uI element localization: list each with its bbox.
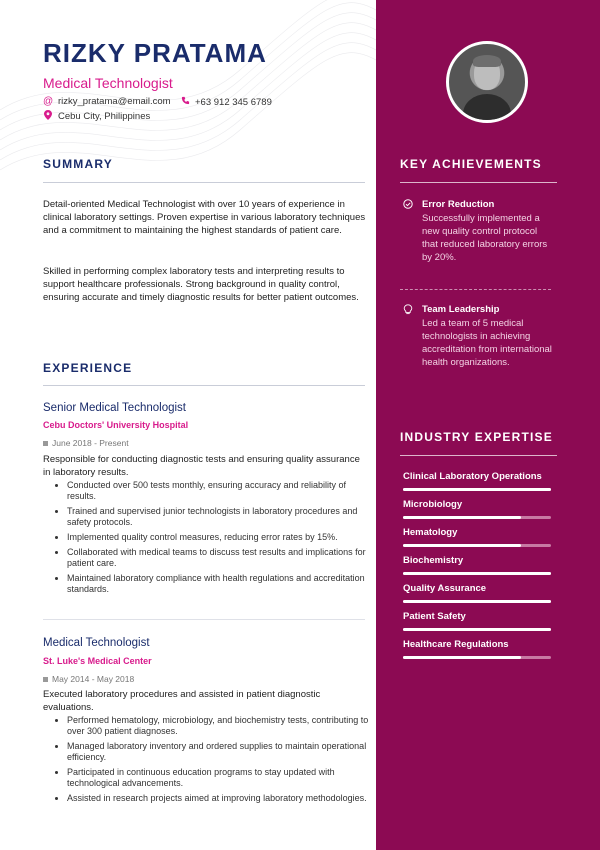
skill-track — [403, 656, 551, 659]
skill-fill — [403, 572, 551, 575]
list-item: Managed laboratory inventory and ordered supplies to maintain operational efficiency. — [55, 741, 370, 763]
achievement-separator — [400, 289, 551, 290]
skill-item — [403, 639, 553, 659]
at-icon: @ — [43, 96, 54, 107]
profile-photo — [446, 41, 528, 123]
expertise-divider — [400, 455, 557, 456]
skill-track — [403, 516, 551, 519]
achievement-text: Led a team of 5 medical technologists in achieving accreditation from international health organizations. — [422, 318, 552, 368]
job-company: Cebu Doctors' University Hospital — [43, 420, 189, 430]
calendar-icon — [43, 677, 48, 682]
job-title: Medical Technologist — [43, 637, 150, 649]
email-contact — [43, 96, 171, 107]
job-bullets — [55, 715, 370, 808]
skill-item — [403, 499, 553, 519]
summary-paragraph-2: Skilled in performing complex laboratory tests and interpreting results to support healthcare professionals. Strong background in quality control, ensuring accurate and timely diagnostic results for better patient outcomes. — [43, 266, 359, 303]
skill-item — [403, 555, 553, 575]
lightbulb-icon — [403, 304, 413, 314]
skill-label: Quality Assurance — [403, 583, 487, 594]
list-item: Conducted over 500 tests monthly, ensuring accuracy and reliability of results. — [55, 480, 370, 502]
calendar-icon — [43, 441, 48, 446]
skill-track — [403, 544, 551, 547]
skill-label: Microbiology — [403, 499, 463, 510]
list-item: Assisted in research projects aimed at improving laboratory methodologies. — [55, 793, 370, 804]
skill-item — [403, 471, 553, 491]
experience-heading: EXPERIENCE — [43, 361, 133, 375]
job-company: St. Luke's Medical Center — [43, 656, 152, 666]
job-dates — [43, 674, 134, 684]
list-item: Participated in continuous education programs to stay updated with technological advancements. — [55, 767, 370, 789]
list-item: Collaborated with medical teams to discuss test results and implications for patient care. — [55, 547, 370, 569]
skill-label: Biochemistry — [403, 555, 464, 566]
phone-text: +63 912 345 6789 — [195, 96, 272, 108]
expertise-heading: INDUSTRY EXPERTISE — [400, 430, 553, 444]
experience-divider — [43, 385, 365, 386]
list-item: Implemented quality control measures, reducing error rates by 15%. — [55, 532, 370, 543]
check-circle-icon — [403, 199, 413, 209]
achievement-title: Team Leadership — [422, 304, 500, 315]
skill-fill — [403, 544, 521, 547]
candidate-role: Medical Technologist — [43, 75, 173, 91]
summary-heading: SUMMARY — [43, 157, 113, 171]
skill-track — [403, 628, 551, 631]
location-text: Cebu City, Philippines — [58, 111, 151, 122]
photo-body-shape — [463, 94, 511, 123]
job-title: Senior Medical Technologist — [43, 402, 186, 414]
list-item: Performed hematology, microbiology, and biochemistry tests, contributing to over 300 patient diagnoses. — [55, 715, 370, 737]
candidate-name: RIZKY PRATAMA — [43, 38, 267, 68]
skill-track — [403, 600, 551, 603]
skill-track — [403, 488, 551, 491]
list-item: Maintained laboratory compliance with health regulations and accreditation standards. — [55, 573, 370, 595]
summary-divider — [43, 182, 365, 183]
skill-label: Patient Safety — [403, 611, 466, 622]
phone-icon — [180, 96, 190, 108]
photo-hair-shape — [473, 55, 501, 67]
job-dates — [43, 438, 129, 448]
skill-label: Clinical Laboratory Operations — [403, 471, 542, 482]
achievement-text: Successfully implemented a new quality control protocol that reduced laboratory errors by 20%. — [422, 213, 548, 263]
achievements-heading: KEY ACHIEVEMENTS — [400, 157, 542, 171]
job-bullets — [55, 480, 370, 599]
job-summary: Executed laboratory procedures and assisted in patient diagnostic evaluations. — [43, 689, 321, 713]
skill-label: Hematology — [403, 527, 458, 538]
job-summary: Responsible for conducting diagnostic tests and ensuring quality assurance in laboratory results. — [43, 454, 360, 478]
location-contact — [43, 110, 150, 123]
skill-item — [403, 527, 553, 547]
job-dates-text: May 2014 - May 2018 — [52, 674, 135, 684]
job-divider — [43, 619, 365, 620]
list-item: Trained and supervised junior technologists in laboratory procedures and safety protocols. — [55, 506, 370, 528]
skill-fill — [403, 628, 551, 631]
email-text: rizky_pratama@email.com — [58, 96, 171, 107]
skill-fill — [403, 516, 521, 519]
achievements-divider — [400, 182, 557, 183]
map-pin-icon — [43, 110, 53, 123]
achievement-title: Error Reduction — [422, 199, 495, 210]
job-dates-text: June 2018 - Present — [52, 438, 129, 448]
summary-paragraph-1: Detail-oriented Medical Technologist with over 10 years of experience in clinical laboratory settings. Proven expertise in various laboratory techniques and a commitment to maintaining the highest standards of patient care. — [43, 199, 366, 236]
skill-fill — [403, 488, 551, 491]
phone-contact — [180, 96, 272, 108]
skill-fill — [403, 656, 521, 659]
sidebar — [376, 0, 600, 850]
skill-item — [403, 611, 553, 631]
skill-label: Healthcare Regulations — [403, 639, 509, 650]
skill-fill — [403, 600, 551, 603]
skill-track — [403, 572, 551, 575]
skill-item — [403, 583, 553, 603]
